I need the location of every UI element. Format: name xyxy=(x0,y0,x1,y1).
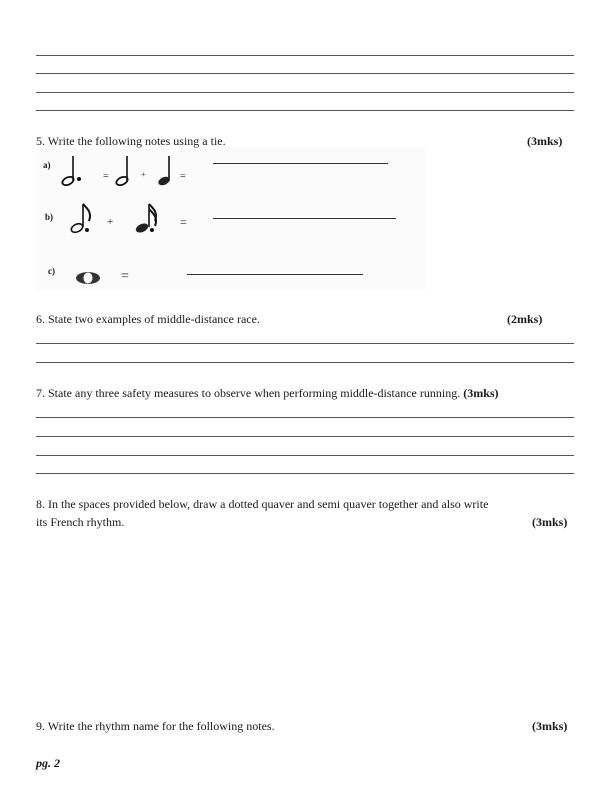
page-number: pg. 2 xyxy=(36,756,60,770)
question-5-marks: (3mks) xyxy=(527,134,563,148)
question-6-text: 6. State two examples of middle-distance race. xyxy=(36,312,260,326)
answer-line[interactable] xyxy=(36,436,574,437)
question-9-text: 9. Write the rhythm name for the following notes. xyxy=(36,719,275,733)
plus-sign: + xyxy=(107,216,114,228)
equals-sign: = xyxy=(180,215,187,229)
question-5-text: 5. Write the following notes using a tie. xyxy=(36,134,226,148)
music-notes-figure xyxy=(36,148,426,290)
question-8-text-line1: 8. In the spaces provided below, draw a dotted quaver and semi quaver together and also write xyxy=(36,497,489,511)
part-c-label: c) xyxy=(48,266,55,276)
answer-line[interactable] xyxy=(36,455,574,456)
answer-line[interactable] xyxy=(36,73,574,74)
part-a-label: a) xyxy=(43,160,51,170)
semibreve-icon xyxy=(74,270,104,286)
plus-sign: + xyxy=(141,170,146,179)
answer-line[interactable] xyxy=(36,417,574,418)
question-9-marks: (3mks) xyxy=(532,719,568,733)
question-8-drawing-space[interactable] xyxy=(36,535,574,705)
question-7-text xyxy=(36,386,499,400)
answer-line[interactable] xyxy=(36,473,574,474)
semiquaver-icon xyxy=(130,203,160,235)
question-8-text-line2: its French rhythm. xyxy=(36,515,125,529)
question-7-marks: (3mks) xyxy=(463,386,499,400)
answer-line[interactable] xyxy=(36,55,574,56)
question-8-marks: (3mks) xyxy=(532,515,568,529)
dotted-quaver-icon xyxy=(66,203,94,235)
part-b-label: b) xyxy=(45,212,54,222)
part-a-answer-line[interactable] xyxy=(213,163,388,164)
dotted-minim-icon xyxy=(60,155,82,187)
equals-sign: = xyxy=(180,171,186,182)
answer-line[interactable] xyxy=(36,362,574,363)
answer-line[interactable] xyxy=(36,92,574,93)
question-6-marks: (2mks) xyxy=(507,312,543,326)
equals-sign: = xyxy=(121,269,129,284)
minim-icon xyxy=(114,155,134,187)
equals-sign: = xyxy=(103,171,109,182)
crotchet-icon xyxy=(156,155,176,187)
part-b-answer-line[interactable] xyxy=(213,218,396,219)
part-c-answer-line[interactable] xyxy=(187,274,363,275)
answer-line[interactable] xyxy=(36,343,574,344)
answer-line[interactable] xyxy=(36,110,574,111)
question-7-prompt: 7. State any three safety measures to observe when performing middle-distance running. xyxy=(36,386,461,400)
